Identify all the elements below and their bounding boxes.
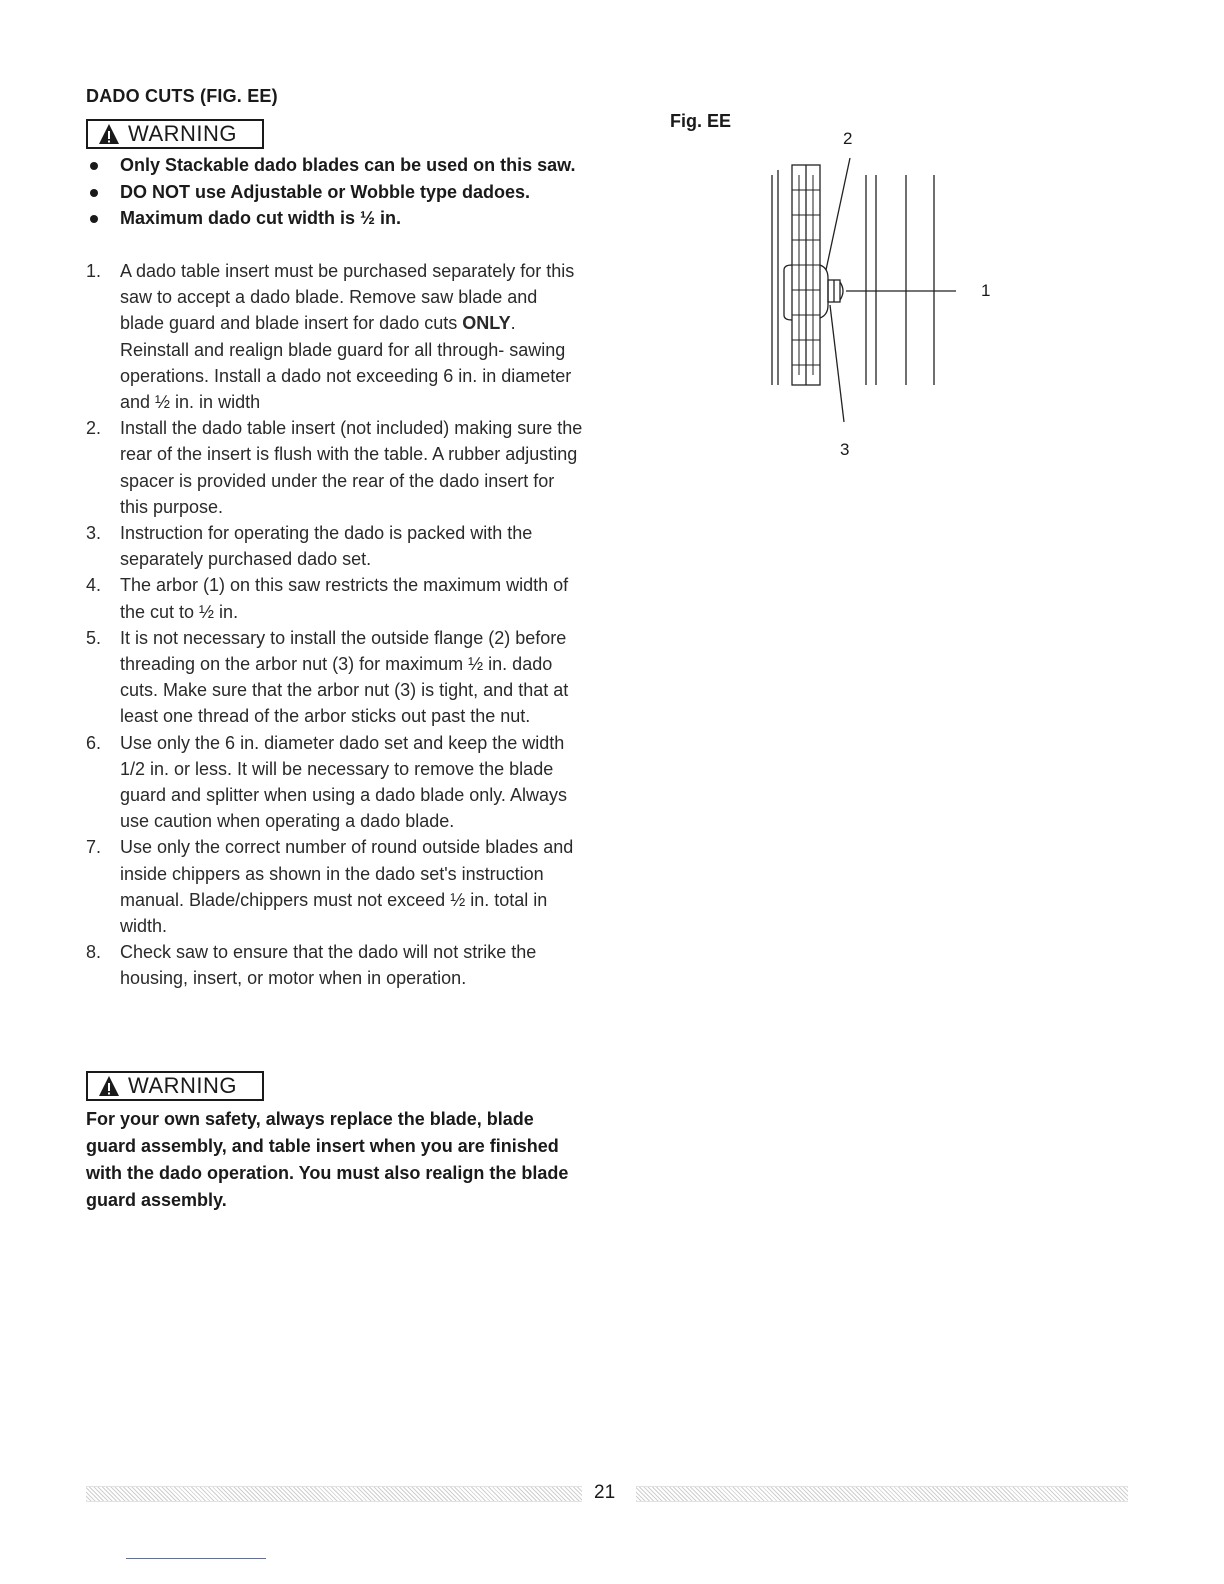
- step-item: [86, 520, 586, 572]
- page-footer: [0, 1478, 1224, 1508]
- step-emphasis: ONLY: [462, 313, 511, 334]
- step-text: Instruction for operating the dado is packed with the separately purchased dado set.: [120, 523, 533, 570]
- page-number: 21: [594, 1482, 616, 1503]
- warning-label: WARNING: [128, 1073, 238, 1098]
- step-item: [86, 572, 586, 624]
- footer-bar: [636, 1486, 1128, 1502]
- final-warning-text: For your own safety, always replace the blade, blade guard assembly, and table insert when you are finished with the dado operation. You must also realign the blade guard assembly.: [86, 1109, 569, 1210]
- step-text: The arbor (1) on this saw restricts the maximum width of the cut to ½ in.: [120, 575, 569, 622]
- step-text: Use only the 6 in. diameter dado set and keep the width 1/2 in. or less. It will be necessary to remove the blade guard and splitter when using a dado blade only. Always use caution when operating a dado blade.: [120, 732, 567, 832]
- step-item: [86, 258, 586, 415]
- step-number: 3.: [86, 523, 102, 544]
- step-number: 1.: [86, 261, 102, 281]
- dado-blade-diagram: [760, 120, 1010, 465]
- bottom-rule: [126, 1558, 266, 1559]
- step-text: Check saw to ensure that the dado will not strike the housing, insert, or motor when in operation.: [120, 942, 537, 989]
- callout-label: 1: [981, 281, 991, 300]
- warning-box: [86, 119, 264, 149]
- step-number: 7.: [86, 837, 102, 858]
- step-text: A dado table insert must be purchased separately for this saw to accept a dado blade. Remove saw blade and blade guard and blade insert for dado cuts: [120, 261, 575, 334]
- warning-bullet: Maximum dado cut width is ½ in.: [86, 205, 586, 232]
- instruction-steps: [86, 258, 586, 992]
- warning-triangle-icon: [98, 123, 120, 145]
- step-item: [86, 834, 586, 939]
- step-text: Use only the correct number of round outside blades and inside chippers as shown in the dado set's instruction manual. Blade/chippers must not exceed ½ in. total in width.: [120, 837, 574, 937]
- step-number: 5.: [86, 627, 102, 648]
- figure-label: Fig. EE: [670, 111, 732, 131]
- step-item: [86, 939, 586, 991]
- warning-bullet: Only Stackable dado blades can be used on this saw.: [86, 152, 586, 179]
- warning-triangle-icon: [98, 1075, 120, 1097]
- step-number: 2.: [86, 418, 102, 439]
- warning-label: WARNING: [128, 121, 238, 146]
- step-number: 6.: [86, 732, 102, 753]
- step-number: 8.: [86, 942, 102, 963]
- step-item: [86, 730, 586, 835]
- step-text: . Reinstall and realign blade guard for all through- sawing operations. Install a dado not exceeding 6 in. in diameter and ½ in. in width: [120, 313, 572, 413]
- step-item: [86, 415, 586, 520]
- step-text: Install the dado table insert (not included) making sure the rear of the insert is flush with the table. A rubber adjusting spacer is provided under the rear of the dado insert for this purpose.: [120, 418, 583, 517]
- step-text: It is not necessary to install the outside flange (2) before threading on the arbor nut (3) for maximum ½ in. dado cuts. Make sure that the arbor nut (3) is tight, and that at least one thread of the arbor sticks out past the nut.: [120, 627, 569, 727]
- callout-label: 2: [843, 129, 853, 148]
- section-heading: DADO CUTS (FIG. EE): [86, 86, 278, 106]
- warning-bullet: DO NOT use Adjustable or Wobble type dadoes.: [86, 179, 586, 206]
- footer-bar: [86, 1486, 582, 1502]
- warning-box: [86, 1071, 264, 1101]
- warning-bullet-list: [86, 152, 586, 232]
- step-number: 4.: [86, 575, 102, 596]
- step-item: [86, 625, 586, 730]
- callout-label: 3: [840, 440, 850, 459]
